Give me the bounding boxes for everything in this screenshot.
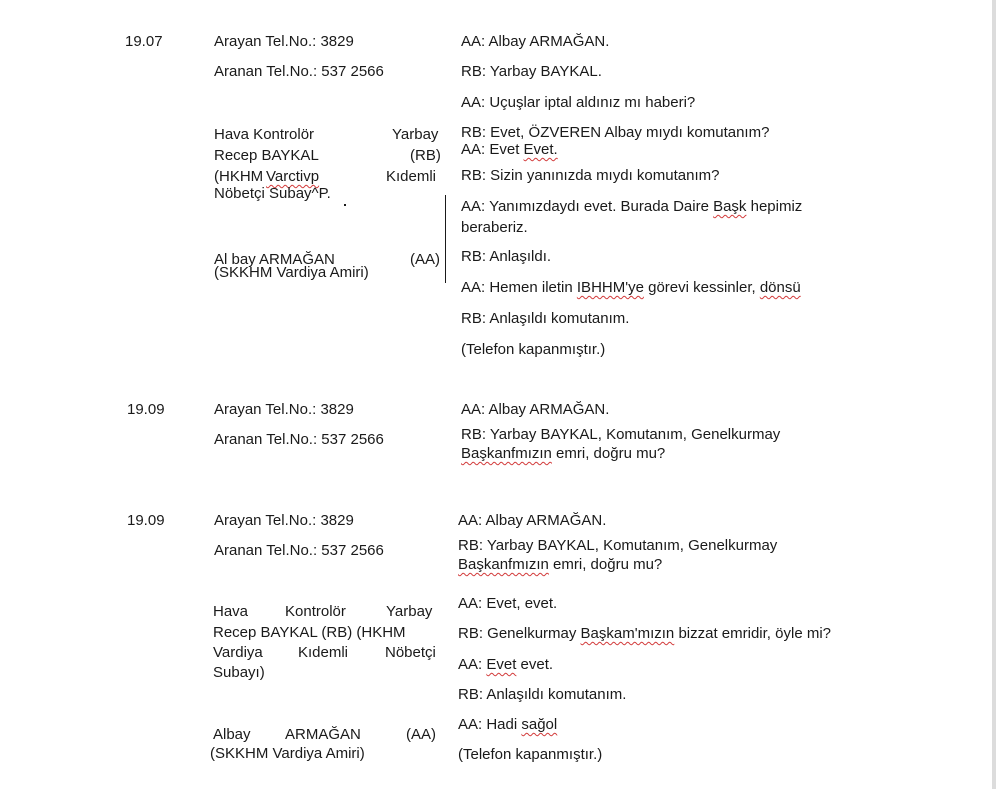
dialogue-line: AA: Yanımızdaydı evet. Burada Daire Başk hepimiz <box>461 198 803 215</box>
dialogue-line: AA: Hemen iletin IBHHM'ye görevi kessinler, dönsü <box>461 279 801 296</box>
participant-text: (RB) <box>410 147 441 164</box>
dialogue-line: AA: Hadi sağol <box>458 716 558 733</box>
participant-text: Vardiya <box>213 644 263 661</box>
participant-text: (SKKHM Vardiya Amiri) <box>210 745 365 762</box>
dialogue-line: RB: Yarbay BAYKAL, Komutanım, Genelkurmay <box>458 537 778 554</box>
dialogue-line: beraberiz. <box>461 219 528 236</box>
participant-text: Hava Kontrolör <box>214 126 315 143</box>
caller-number: Arayan Tel.No.: 3829 <box>214 401 354 418</box>
callee-number: Aranan Tel.No.: 537 2566 <box>214 63 384 80</box>
participant-text: Nöbetçi <box>385 644 436 661</box>
dialogue-line: RB: Anlaşıldı komutanım. <box>458 686 627 703</box>
participant-text: Recep BAYKAL (RB) (HKHM <box>213 624 406 641</box>
dialogue-line: RB: Evet, ÖZVEREN Albay mıydı komutanım? <box>461 124 770 141</box>
dialogue-line: RB: Anlaşıldı. <box>461 248 552 265</box>
page-scroll-edge <box>992 0 996 789</box>
dialogue-line: Başkanfmızın emri, doğru mu? <box>461 445 666 462</box>
dialogue-line: Başkanfmızın emri, doğru mu? <box>458 556 663 573</box>
dialogue-line: AA: Evet evet. <box>458 656 554 673</box>
dialogue-line: RB: Genelkurmay Başkam'mızın bizzat emridir, öyle mi? <box>458 625 831 642</box>
participant-text: Albay <box>213 726 251 743</box>
participant-text: (AA) <box>406 726 436 743</box>
time-stamp: 19.09 <box>127 401 165 418</box>
participant-text: Varctivp <box>266 168 320 185</box>
participant-text: Nöbetçi Subay^P. <box>214 185 331 202</box>
participant-text: Hava <box>213 603 249 620</box>
participant-text: Kontrolör <box>285 603 346 620</box>
column-divider <box>445 195 446 283</box>
caller-number: Arayan Tel.No.: 3829 <box>214 512 354 529</box>
participant-text: Al bay ARMAĞAN <box>214 251 335 268</box>
participant-text: (AA) <box>410 251 440 268</box>
time-stamp: 19.09 <box>127 512 165 529</box>
callee-number: Aranan Tel.No.: 537 2566 <box>214 431 384 448</box>
caller-number: Arayan Tel.No.: 3829 <box>214 33 354 50</box>
dialogue-line: AA: Albay ARMAĞAN. <box>461 33 610 50</box>
participant-text: Kıdemli <box>298 644 349 661</box>
participant-text: (HKHM <box>214 168 264 185</box>
participant-text: (SKKHM Vardiya Amiri) <box>214 264 369 281</box>
dialogue-line: RB: Sizin yanınızda mıydı komutanım? <box>461 167 720 184</box>
dialogue-line: AA: Evet, evet. <box>458 595 558 612</box>
participant-text: Recep BAYKAL <box>214 147 319 164</box>
participant-text: Yarbay <box>386 603 433 620</box>
dialogue-line: AA: Uçuşlar iptal aldınız mı haberi? <box>461 94 696 111</box>
dialogue-line: (Telefon kapanmıştır.) <box>458 746 603 763</box>
stray-dot <box>344 204 346 206</box>
participant-text: Kıdemli <box>386 168 437 185</box>
dialogue-line: (Telefon kapanmıştır.) <box>461 341 606 358</box>
dialogue-line: AA: Albay ARMAĞAN. <box>458 512 607 529</box>
participant-text: Yarbay <box>392 126 439 143</box>
callee-number: Aranan Tel.No.: 537 2566 <box>214 542 384 559</box>
dialogue-line: RB: Yarbay BAYKAL. <box>461 63 602 80</box>
participant-text: ARMAĞAN <box>285 726 361 743</box>
participant-text: Subayı) <box>213 664 265 681</box>
dialogue-line: RB: Yarbay BAYKAL, Komutanım, Genelkurmay <box>461 426 781 443</box>
dialogue-line: AA: Albay ARMAĞAN. <box>461 401 610 418</box>
dialogue-line: AA: Evet Evet. <box>461 141 558 158</box>
time-stamp: 19.07 <box>125 33 163 50</box>
dialogue-line: RB: Anlaşıldı komutanım. <box>461 310 630 327</box>
